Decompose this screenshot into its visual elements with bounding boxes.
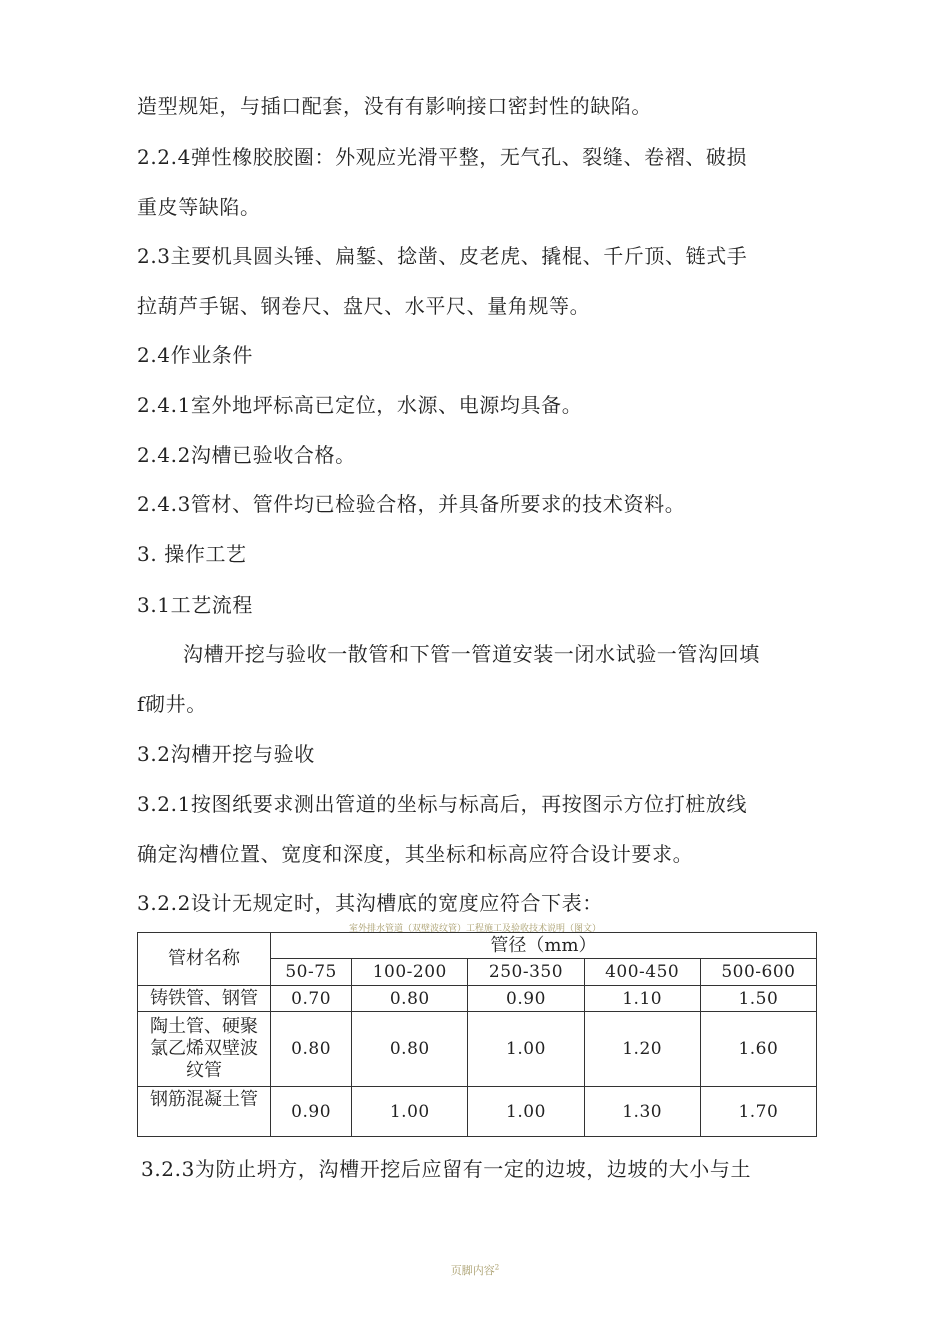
table-cell: 1.00	[352, 1087, 468, 1137]
section-heading: 2.4作业条件	[137, 343, 254, 367]
paragraph-line: 重皮等缺陷。	[137, 195, 261, 219]
page-footer	[0, 1262, 950, 1278]
column-header: 50-75	[271, 959, 352, 986]
paragraph-line: 3.2.3为防止坍方，沟槽开挖后应留有一定的边坡，边坡的大小与土	[141, 1157, 752, 1181]
section-heading: 3.2沟槽开挖与验收	[137, 742, 315, 766]
row-label: 铸铁管、钢管	[138, 986, 271, 1012]
table-row	[138, 986, 817, 1012]
row-label-line: 纹管	[186, 1060, 222, 1081]
footer-text: 页脚内容	[450, 1264, 495, 1277]
section-heading: 3. 操作工艺	[137, 542, 247, 566]
column-header: 400-450	[584, 959, 700, 986]
paragraph-line: 沟槽开挖与验收一散管和下管一管道安装一闭水试验一管沟回填	[183, 642, 760, 666]
table-cell: 0.90	[468, 986, 584, 1012]
paragraph-line: 3.2.1按图纸要求测出管道的坐标与标高后，再按图示方位打桩放线	[137, 792, 748, 816]
column-header: 100-200	[352, 959, 468, 986]
paragraph-line: f砌井。	[137, 692, 207, 716]
paragraph-line: 2.3主要机具圆头锤、扁錾、捻凿、皮老虎、撬棍、千斤顶、链式手	[137, 244, 748, 268]
table-cell: 0.90	[271, 1087, 352, 1137]
paragraph-line: 2.2.4弹性橡胶胶圈：外观应光滑平整，无气孔、裂缝、卷褶、破损	[137, 145, 748, 169]
trench-width-table	[137, 932, 817, 1137]
table-cell: 0.80	[352, 986, 468, 1012]
paragraph-line: 拉葫芦手锯、钢卷尺、盘尺、水平尺、量角规等。	[137, 294, 591, 318]
table-cell: 1.60	[700, 1012, 816, 1087]
header-pipe-material: 管材名称	[138, 933, 271, 986]
table-cell: 1.30	[584, 1087, 700, 1137]
paragraph-line: 2.4.3管材、管件均已检验合格，并具备所要求的技术资料。	[137, 492, 686, 516]
row-label: 钢筋混凝土管	[138, 1087, 271, 1137]
table-cell: 1.10	[584, 986, 700, 1012]
paragraph-line: 确定沟槽位置、宽度和深度，其坐标和标高应符合设计要求。	[137, 842, 694, 866]
table-row	[138, 1087, 817, 1137]
paragraph-line: 2.4.2沟槽已验收合格。	[137, 443, 356, 467]
table-cell: 1.20	[584, 1012, 700, 1087]
row-label	[138, 1012, 271, 1087]
row-label-line: 氯乙烯双壁波	[150, 1038, 258, 1059]
table-caption: 室外排水管道（双壁波纹管）工程施工及验收技术说明（图文）	[348, 924, 601, 934]
column-header: 250-350	[468, 959, 584, 986]
table-cell: 0.80	[352, 1012, 468, 1087]
table-cell: 1.50	[700, 986, 816, 1012]
paragraph-line: 造型规矩，与插口配套，没有有影响接口密封性的缺陷。	[137, 94, 652, 118]
table-cell: 1.70	[700, 1087, 816, 1137]
column-header: 500-600	[700, 959, 816, 986]
row-label-line: 陶土管、硬聚	[150, 1016, 258, 1037]
table-cell: 1.00	[468, 1087, 584, 1137]
table-cell: 0.80	[271, 1012, 352, 1087]
table-cell: 0.70	[271, 986, 352, 1012]
paragraph-line: 2.4.1室外地坪标高已定位，水源、电源均具备。	[137, 393, 583, 417]
section-heading: 3.1工艺流程	[137, 593, 254, 617]
paragraph-line: 3.2.2设计无规定时，其沟槽底的宽度应符合下表：	[137, 891, 603, 915]
table-cell: 1.00	[468, 1012, 584, 1087]
header-pipe-diameter: 管径（mm）	[271, 933, 817, 959]
page-number: 2	[494, 1263, 500, 1272]
table-row	[138, 1012, 817, 1087]
